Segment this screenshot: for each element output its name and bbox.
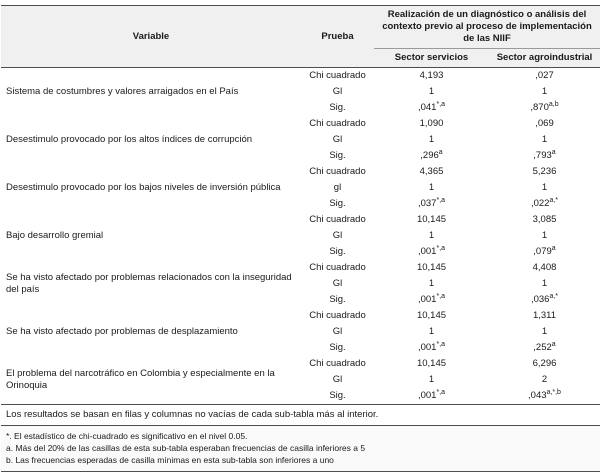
sector-servicios-value-cell — [374, 372, 489, 388]
value-text: 1 — [428, 182, 435, 193]
value-text: 1 — [541, 326, 548, 337]
sector-servicios-value-cell — [374, 340, 489, 356]
value-superscript: a,b — [548, 100, 559, 108]
value-text: 10,145 — [416, 310, 447, 321]
table-row — [1, 260, 600, 276]
sector-agroindustrial-value-cell — [489, 244, 600, 260]
col-header-sector-agroindustrial: Sector agroindustrial — [489, 49, 600, 68]
value-text: 6,296 — [532, 358, 557, 369]
prueba-cell: Gl — [301, 276, 374, 292]
value-superscript: a,* — [549, 292, 559, 300]
value-superscript: a — [551, 340, 556, 348]
value-text: 1 — [541, 278, 548, 289]
sector-agroindustrial-value-cell — [489, 148, 600, 164]
prueba-cell: Gl — [301, 372, 374, 388]
value-text: 1 — [541, 134, 548, 145]
value-text: ,001 — [417, 294, 437, 305]
prueba-cell: Gl — [301, 324, 374, 340]
table-row — [1, 68, 600, 85]
sector-servicios-value-cell — [374, 212, 489, 228]
value-text: ,022 — [530, 198, 550, 209]
prueba-cell: Chi cuadrado — [301, 116, 374, 132]
table-row — [1, 308, 600, 324]
value-text: ,252 — [533, 342, 552, 353]
value-superscript: *,a — [436, 340, 446, 348]
prueba-cell: Sig. — [301, 388, 374, 404]
sector-agroindustrial-value-cell — [489, 212, 600, 228]
variable-cell: Sistema de costumbres y valores arraigados en el País — [1, 68, 301, 117]
prueba-cell: Chi cuadrado — [301, 212, 374, 228]
value-text: 4,193 — [419, 70, 444, 81]
prueba-cell: Sig. — [301, 292, 374, 308]
value-superscript: *,a — [436, 100, 446, 108]
value-superscript: a,*,b — [546, 388, 561, 396]
value-text: 1 — [428, 230, 435, 241]
table-body — [1, 68, 600, 405]
prueba-cell: Chi cuadrado — [301, 164, 374, 180]
sector-servicios-value-cell — [374, 116, 489, 132]
prueba-cell: Chi cuadrado — [301, 308, 374, 324]
value-text: ,793 — [533, 150, 552, 161]
sector-servicios-value-cell — [374, 292, 489, 308]
sector-agroindustrial-value-cell — [489, 324, 600, 340]
value-text: ,001 — [417, 390, 437, 401]
sector-agroindustrial-value-cell — [489, 228, 600, 244]
table-row — [1, 164, 600, 180]
sector-servicios-value-cell — [374, 244, 489, 260]
sector-agroindustrial-value-cell — [489, 84, 600, 100]
sector-servicios-value-cell — [374, 100, 489, 116]
sector-servicios-value-cell — [374, 260, 489, 276]
prueba-cell: Chi cuadrado — [301, 260, 374, 276]
sector-agroindustrial-value-cell — [489, 196, 600, 212]
table-row — [1, 116, 600, 132]
sector-agroindustrial-value-cell — [489, 308, 600, 324]
sector-agroindustrial-value-cell — [489, 164, 600, 180]
footnotes-section — [1, 426, 600, 472]
sector-agroindustrial-value-cell — [489, 388, 600, 404]
table-row — [1, 356, 600, 372]
table-header — [1, 6, 600, 68]
value-superscript: a — [438, 148, 443, 156]
prueba-cell: Chi cuadrado — [301, 356, 374, 372]
sector-servicios-value-cell — [374, 356, 489, 372]
sector-servicios-value-cell — [374, 84, 489, 100]
header-row-top — [1, 6, 600, 49]
sector-servicios-value-cell — [374, 164, 489, 180]
footnote-b: b. Las frecuencias esperadas de casilla mínimas en esta sub-tabla son inferiores a uno — [6, 455, 334, 465]
value-superscript: a — [551, 244, 556, 252]
value-text: ,001 — [417, 246, 437, 257]
value-text: ,079 — [533, 246, 552, 257]
value-text: 1 — [541, 182, 548, 193]
chi-square-results-table — [1, 5, 600, 404]
col-header-prueba: Prueba — [301, 6, 374, 68]
col-header-diagnostico-span: Realización de un diagnóstico o análisis del contexto previo al proceso de implementación de las NIIF — [374, 6, 600, 49]
sector-agroindustrial-value-cell — [489, 132, 600, 148]
value-text: 1 — [428, 278, 435, 289]
col-header-sector-servicios: Sector servicios — [374, 49, 489, 68]
variable-cell: El problema del narcotráfico en Colombia y especialmente en la Orinoquia — [1, 356, 301, 404]
prueba-cell: Sig. — [301, 244, 374, 260]
sector-agroindustrial-value-cell — [489, 276, 600, 292]
value-text: 10,145 — [416, 358, 447, 369]
value-text: ,001 — [417, 342, 437, 353]
prueba-cell: Sig. — [301, 148, 374, 164]
results-note: Los resultados se basan en filas y columnas no vacías de cada sub-tabla más al interior. — [1, 404, 600, 426]
value-text: 4,408 — [532, 262, 557, 273]
value-superscript: a — [551, 148, 556, 156]
value-text: ,036 — [530, 294, 550, 305]
footnote-a: a. Más del 20% de las casillas de esta sub-tabla esperaban frecuencias de casilla inferiores a 5 — [6, 443, 366, 453]
prueba-cell: Chi cuadrado — [301, 68, 374, 85]
value-text: 1 — [541, 86, 548, 97]
sector-servicios-value-cell — [374, 68, 489, 85]
sector-servicios-value-cell — [374, 308, 489, 324]
sector-agroindustrial-value-cell — [489, 260, 600, 276]
footnote-significance: *. El estadístico de chi-cuadrado es significativo en el nivel 0.05. — [6, 431, 248, 441]
value-text: 5,236 — [532, 166, 557, 177]
prueba-cell: Gl — [301, 132, 374, 148]
prueba-cell: Sig. — [301, 196, 374, 212]
value-superscript: *,a — [436, 292, 446, 300]
table-row — [1, 212, 600, 228]
value-text: ,027 — [535, 70, 554, 81]
value-text: ,870 — [530, 102, 549, 113]
variable-cell: Desestimulo provocado por los bajos niveles de inversión pública — [1, 164, 301, 212]
variable-cell: Desestimulo provocado por los altos índices de corrupción — [1, 116, 301, 164]
variable-cell: Se ha visto afectado por problemas relacionados con la inseguridad del país — [1, 260, 301, 308]
sector-servicios-value-cell — [374, 324, 489, 340]
sector-agroindustrial-value-cell — [489, 340, 600, 356]
value-superscript: *,a — [436, 388, 446, 396]
variable-cell: Bajo desarrollo gremial — [1, 212, 301, 260]
value-text: 1 — [428, 326, 435, 337]
value-text: ,043 — [528, 390, 547, 401]
value-text: 2 — [541, 374, 548, 385]
value-text: 3,085 — [532, 214, 557, 225]
sector-agroindustrial-value-cell — [489, 68, 600, 85]
value-superscript: *,a — [436, 196, 446, 204]
value-text: ,037 — [417, 198, 437, 209]
value-text: 1 — [428, 374, 435, 385]
sector-servicios-value-cell — [374, 132, 489, 148]
value-text: 10,145 — [416, 214, 447, 225]
value-text: 10,145 — [416, 262, 447, 273]
value-text: 1 — [428, 86, 435, 97]
sector-servicios-value-cell — [374, 148, 489, 164]
sector-agroindustrial-value-cell — [489, 292, 600, 308]
col-header-variable: Variable — [1, 6, 301, 68]
sector-agroindustrial-value-cell — [489, 100, 600, 116]
sector-agroindustrial-value-cell — [489, 356, 600, 372]
sector-servicios-value-cell — [374, 276, 489, 292]
variable-cell: Se ha visto afectado por problemas de desplazamiento — [1, 308, 301, 356]
prueba-cell: gl — [301, 180, 374, 196]
prueba-cell: Gl — [301, 228, 374, 244]
sector-servicios-value-cell — [374, 228, 489, 244]
prueba-cell: Gl — [301, 84, 374, 100]
value-text: ,296 — [420, 150, 439, 161]
prueba-cell: Sig. — [301, 340, 374, 356]
value-superscript: a,* — [549, 196, 559, 204]
value-text: 1 — [428, 134, 435, 145]
value-text: ,069 — [535, 118, 554, 129]
value-text: 1,090 — [419, 118, 444, 129]
value-text: ,041 — [417, 102, 437, 113]
prueba-cell: Sig. — [301, 100, 374, 116]
sector-servicios-value-cell — [374, 180, 489, 196]
sector-agroindustrial-value-cell — [489, 372, 600, 388]
sector-agroindustrial-value-cell — [489, 116, 600, 132]
sector-agroindustrial-value-cell — [489, 180, 600, 196]
value-text: 4,365 — [419, 166, 444, 177]
value-text: 1,311 — [532, 310, 557, 321]
value-superscript: *,a — [436, 244, 446, 252]
sector-servicios-value-cell — [374, 196, 489, 212]
value-text: 1 — [541, 230, 548, 241]
sector-servicios-value-cell — [374, 388, 489, 404]
